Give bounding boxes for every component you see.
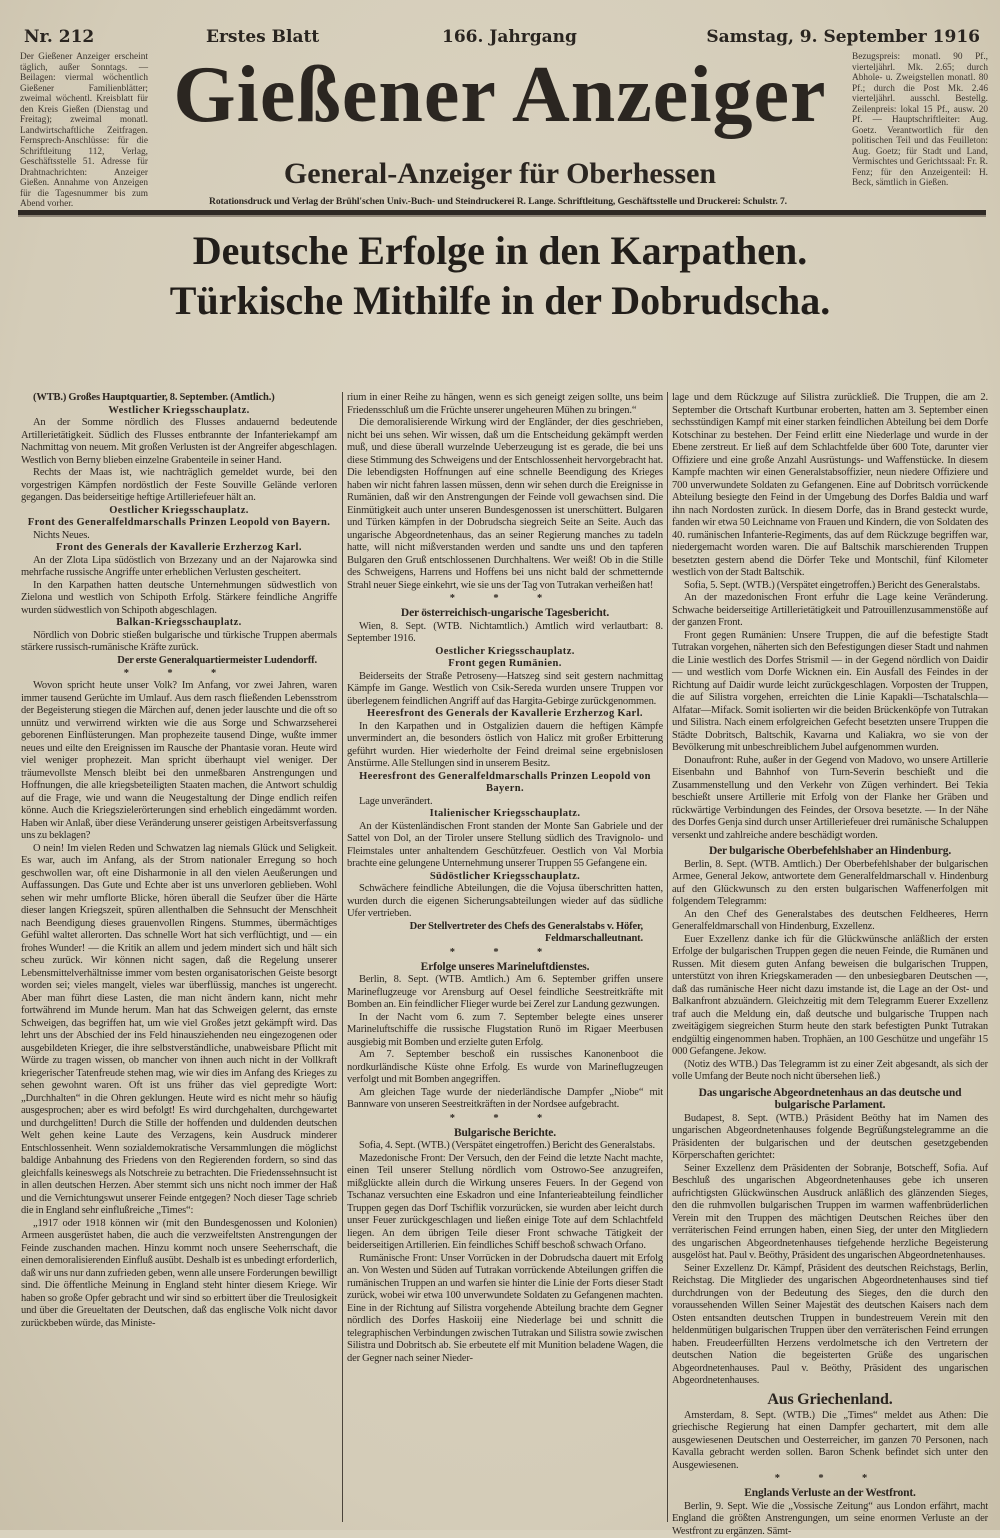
paragraph: An der mazedonischen Front erfuhr die Lage keine Veränderung. Schwache beiderseitige Artillerietätigkeit und Patrouillenzusammenstöße auf der ganzen Front.: [672, 592, 988, 630]
subscription-info-left: Der Gießener Anzeiger erscheint täglich, außer Sonntags. — Beilagen: viermal wöchentlich Gießener Familienblätter; zweimal wöchentl. Kreisblatt für den Kreis Gießen (Dienstag und Freitag); zweimal monatl. Landwirtschaftliche Zeitfragen. Fernsprech-Anschlüsse: für die Schriftleitung 112, Verlag, Geschäftsstelle 51. Adresse für Drahtnachrichten: Anzeiger Gießen. Annahme von Anzeigen für die Tagesnummer bis zum Abend vorher.: [20, 52, 148, 210]
headline-primary: Deutsche Erfolge in den Karpathen.: [100, 228, 900, 274]
column-3: [672, 392, 988, 1538]
paragraph: Berlin, 8. Sept. (WTB. Amtlich.) Der Oberbefehlshaber der bulgarischen Armee, General Jekow, antwortete dem Generalfeldmarschall v. Hindenburg auf den Glückwunsch zu den ersten bulgarischen Waffenerfolgen mit folgendem Telegramm:: [672, 859, 988, 909]
section-heading: Oestlicher Kriegsschauplatz.: [21, 505, 337, 518]
headline-secondary: Türkische Mithilfe in der Dobrudscha.: [100, 278, 900, 324]
paragraph: Rechts der Maas ist, wie nachträglich gemeldet wurde, bei den vorgestrigen Kämpfen nordöstlich der Feste Souville Gelände verloren gegangen. Das beiderseitige heftige Artilleriefeuer hält an.: [21, 467, 337, 505]
paragraph-continued: lage und dem Rückzuge auf Silistra zurückließ. Die Truppen, die am 2. September die Ortschaft Kurtbunar eroberten, hatten am 3. September einen sechsstündigen Kampf mit einer starken feindlichen Abteilung bei dem Dorfe Kotschinar zu bestehen. Der Feind erlitt eine Niederlage und wurde in der Ebene zerstreut. Er ließ auf dem Schlachtfelde über 600 Tote, darunter vier Offiziere und eine große Anzahl Ausrüstungs- und Waffenstücke. In diesem Kampfe machten wir einen Generalstabsoffizier, neun niedere Offiziere und 700 unverwundete Soldaten zu Gefangenen. Eine auf Dobritsch vorrückende Abteilung besiegte den Feind in der Umgebung des Dorfes Baldia und warf ihn nach Nordosten zurück. In diesem Dorfe, das in Brand gesteckt wurde, fanden wir etwa 50 Leichname von Frauen und Kindern, die von Soldaten des 40. rumänischen Infanterie-Regiments, das auf dem Rückzuge begriffen war, niedergemacht worden waren. Die auf Baltschik marschierenden Truppen besetzten gestern abend die Dörfer Teke und Montschil, fünf Kilometer westlich von der Stadt Baltschik.: [672, 392, 988, 580]
section-heading: Front gegen Rumänien.: [347, 658, 663, 671]
separator-stars: * * *: [347, 947, 663, 958]
section-heading: Front des Generals der Kavallerie Erzherzog Karl.: [21, 542, 337, 555]
paragraph: In den Karpathen hatten deutsche Unternehmungen südwestlich von Zielona und westlich von Schipoth Erfolg. Stärkere feindliche Angriffe wurden südwestlich von Schipoth abgeschlagen.: [21, 580, 337, 618]
paragraph: An der Zlota Lipa südöstlich von Brzezany und an der Najarowka sind mehrfache russische Angriffe unter erheblichen Verlusten gescheitert.: [21, 555, 337, 580]
column-1: [21, 392, 337, 1330]
section-heading: Südöstlicher Kriegsschauplatz.: [347, 871, 663, 884]
article-heading: Aus Griechenland.: [672, 1391, 988, 1409]
issue-date: Samstag, 9. September 1916: [706, 28, 980, 46]
paragraph: Seiner Exzellenz dem Präsidenten der Sobranje, Botscheff, Sofia. Auf Beschluß des ungarischen Abgeordnetenhauses gebe ich unseren aufrichtigsten Glückwünschen Ausdruck anläßlich des glänzenden Sieges, den die ruhmvollen bulgarischen Truppen im warmen waffenbrüderlichen Verein mit den Truppen des mächtigen Deutschen Reiches über den verräterischen Feind errungen haben, einen Sieg, der unter den Mitgliedern des ungarischen Abgeordnetenhauses tiefgehende herzliche Begeisterung ausgelöst hat. Paul v. Beöthy, Präsident des ungarischen Abgeordnetenhauses.: [672, 1163, 988, 1263]
newspaper-subtitle: General-Anzeiger für Oberhessen: [150, 156, 850, 192]
paragraph: Die demoralisierende Wirkung wird der Engländer, der dies geschrieben, nicht bei uns sehen. Wir wissen, daß um die Entscheidung gekämpft werden muß, und diese überall wurzelnde Ueberzeugung ist es gerade, die bei uns diese Stimmung des Schweigens und der Entschlossenheit hervorgebracht hat. Die lebendigsten Hoffnungen auf eine schnelle Beendigung des Krieges haben wir nicht fahren lassen müssen, denn wir sehen durch die Ereignisse in Rumänien, daß wir den Anstrengungen der Feinde voll gewachsen sind. Die Einmütigkeit auch unter unseren Bundesgenossen ist unerschüttert. Bulgaren und Türken kämpfen in der Dobrudscha siegreich Seite an Seite. Auch das ungarische Abgeordnetenhaus, das an seiner Regierung manches zu tadeln hatte, will nicht mißverstanden werden und sandte uns und den tapferen Bulgaren den Gruß entschlossenen Durchhaltens. Wer weiß! Ob in die Stille des Schweigens, Harrens und Hoffens bei uns nicht bald der schmetternde Strahl neuer Siege einkehrt, wie sie uns der Tag von Tutrakan verheißen hat!: [347, 417, 663, 592]
column-divider: [667, 392, 668, 1522]
paragraph: Seiner Exzellenz Dr. Kämpf, Präsident des deutschen Reichstags, Berlin, Reichstag. Die Mitglieder des ungarischen Abgeordnetenhauses sind tief durchdrungen von der Bedeutung des Sieges, den die durch den voraussehenden Willen Seiner Majestät des deutschen Kaisers nach dem Osten entsandten deutschen Truppen in bundestreuem Verein mit den heldenmütigen bulgarischen Truppen über den verräterischen Feind errungen haben. Freudeerfüllten Herzens verdolmetsche ich den Vertretern der deutschen Nation die begeisterten Grüße des ungarischen Abgeordnetenhauses. Paul v. Beöthy, Präsident des ungarischen Abgeordnetenhauses.: [672, 1263, 988, 1388]
signature: Der Stellvertreter des Chefs des Generalstabs v. Höfer, Feldmarschalleutnant.: [347, 921, 663, 946]
paragraph: (Notiz des WTB.) Das Telegramm ist zu einer Zeit abgesandt, als sich der volle Umfang der Beute noch nicht übersehen ließ.): [672, 1059, 988, 1084]
subscription-info-right: Bezugspreis: monatl. 90 Pf., vierteljährl. Mk. 2.65; durch Abhole- u. Zweigstellen monatl. 80 Pf.; durch die Post Mk. 2.46 vierteljährl. ausschl. Bestellg. Zeilenpreis: lokal 15 Pf., ausw. 20 Pf. — Hauptschriftleiter: Aug. Goetz. Verantwortlich für den politischen Teil und das Feuilleton: Aug. Goetz; für Stadt und Land, Vermischtes und Gerichtssaal: Fr. R. Fenz; für den Anzeigenteil: H. Beck, sämtlich in Gießen.: [852, 52, 988, 189]
paragraph: Nördlich von Dobric stießen bulgarische und türkische Truppen abermals stärkere russisch-rumänische Kräfte zurück.: [21, 630, 337, 655]
paragraph: An der Somme nördlich des Flusses andauernd bedeutende Artillerietätigkeit. Südlich des Flusses entbrannte der Infanteriekampf am Nachmittag von neuem. Mit großen Verlusten ist der Angreifer abgeschlagen. Westlich von Berny blieben einzelne Grabenteile in seiner Hand.: [21, 417, 337, 467]
paragraph: „1917 oder 1918 können wir (mit den Bundesgenossen und Kolonien) Armeen ausgerüstet haben, die auch die verzweifeltsten Anstrengungen der Feinde zuschanden machen. Hinzu kommt noch unsere Seeherrschaft, die einen demoralisierenden Einfluß ausübt. Deshalb ist es unbedingt erforderlich, daß wir uns nur dann zufrieden geben, wenn alle unsere Forderungen bewilligt sind. Die öffentliche Meinung in England steht hinter diesem Kriege. Wir haben so große Opfer gebracht und wir sind so erbittert über die Treulosigkeit und über die Greueltaten der Deutschen, daß das englische Volk nicht davor zurückbeben würde, das Ministe-: [21, 1218, 337, 1331]
paragraph: Beiderseits der Straße Petroseny—Hatszeg sind seit gestern nachmittag Kämpfe im Gange. Westlich von Csik-Sereda wurden unsere Truppen vor überlegenem feindlichen Angriff auf das Hargita-Gebirge zurückgenommen.: [347, 671, 663, 709]
paragraph: Euer Exzellenz danke ich für die Glückwünsche anläßlich der ersten Erfolge der bulgarischen Truppen gegen die neuen Feinde, die Rumänen und Russen. Mit diesem guten Anfang beweisen die bulgarischen Truppen, unterstützt von ihren Kriegskameraden — den unbesiegbaren Deutschen —, daß das rumänische Heer nicht dazu imstande ist, die Lage an der Ost- und Balkanfront abzuändern. Gleichzeitig mit dem Telegramm Euerer Exzellenz traf auch die Meldung ein, daß deutsche und bulgarische Truppen nach zweitägigem siegreichen Sturm heute den stark befestigten Punkt Tutrakan endgültig eingenommen haben. Trophäen, an 100 Geschütze und ungefähr 15 000 Gefangene. Jekow.: [672, 934, 988, 1059]
issue-number: Nr. 212: [24, 28, 94, 46]
paragraph-continued: rium in einer Reihe zu hängen, wenn es sich geneigt zeigen sollte, uns beim Friedensschluß um die Früchte unserer ungeheuren Mühen zu bringen.“: [347, 392, 663, 417]
section-heading: Heeresfront des Generals der Kavallerie Erzherzog Karl.: [347, 708, 663, 721]
volume-label: 166. Jahrgang: [442, 28, 577, 46]
section-heading: Balkan-Kriegsschauplatz.: [21, 617, 337, 630]
paragraph: Sofia, 5. Sept. (WTB.) (Verspätet eingetroffen.) Bericht des Generalstabs.: [672, 580, 988, 593]
section-heading: Oestlicher Kriegsschauplatz.: [347, 646, 663, 659]
section-heading: Heeresfront des Generalfeldmarschalls Prinzen Leopold von Bayern.: [347, 771, 663, 796]
paragraph: Am 7. September beschoß ein russisches Kanonenboot die nordkurländische Küste ohne Erfolg. Es wurde von Marineflugzeugen verfolgt und mit Bomben angegriffen.: [347, 1049, 663, 1087]
paragraph: Sofia, 4. Sept. (WTB.) (Verspätet eingetroffen.) Bericht des Generalstabs.: [347, 1140, 663, 1153]
column-divider: [342, 392, 343, 1522]
paragraph: Berlin, 9. Sept. Wie die „Vossische Zeitung“ aus London erfährt, macht England die größten Anstrengungen, um seine enormen Verluste an der Westfront zu ergänzen. Sämt-: [672, 1501, 988, 1538]
newspaper-title: Gießener Anzeiger: [150, 40, 850, 150]
separator-stars: * * *: [21, 668, 337, 679]
paragraph: Rumänische Front: Unser Vorrücken in der Dobrudscha dauert mit Erfolg an. Von Westen und Süden auf Tutrakan vorrückende Abteilungen griffen die rumänischen Truppen an und warfen sie hinter die Linie der Forts dieser Stadt zurück, wobei wir etwa 100 unverwundete Soldaten zu Gefangenen machten. Eine in der Richtung auf Silistra vorgehende Abteilung brachte dem Gegner nördlich des Dorfes Haskoiij eine Niederlage bei und schnitt die telegraphischen Verbindungen zwischen Tutrakan und Silistra sowie zwischen Silistra und Dobritsch ab. Sie erbeutete elf mit Munition beladene Wagen, die der Gegner nach seiner Nieder-: [347, 1253, 663, 1366]
paragraph: An der Küstenländischen Front standen der Monte San Gabriele und der Sattel von Dol, an der Tiroler unsere Stellung südlich des Travignolo- und Fleimstales unter anhaltendem Geschützfeuer. Oestlich von Val Morbia brachte eine gelungene Unternehmung unserer Truppen 55 Gefangene ein.: [347, 821, 663, 871]
paragraph: Lage unverändert.: [347, 796, 663, 809]
paragraph: Donaufront: Ruhe, außer in der Gegend von Madovo, wo unsere Artillerie Eisenbahn und Bahnhof von Turn-Severin beschießt und die Zusammenstellung und den Verkehr von Zügen verhindert. Bei Tekia beschießt unsere Artillerie mit Erfolg von der Flanke her Gräben und rückwärtige Verbindungen des Feindes, der Orsova besetzte. — In der Nähe des Dorfes Genja sind durch unser Artilleriefeuer drei rumänische Schaluppen versenkt und zahlreiche andere beschädigt worden.: [672, 755, 988, 843]
signature: Der erste Generalquartiermeister Ludendorff.: [21, 655, 337, 668]
article-heading: Der österreichisch-ungarische Tagesbericht.: [347, 607, 663, 620]
paragraph: Wovon spricht heute unser Volk? Im Anfang, vor zwei Jahren, waren immer tausend Gerüchte im Umlauf. Aus dem rasch fließenden Lebensstrom der Begeisterung stiegen die Märchen auf, denen jeder lauschte und die oft so unnütz und verwirrend wirkten wie die aus Sorge und Schwarzseherei geborenen Einflüsterungen. Man prophezeite tausend Dinge, wußte immer neues und eilte den Ereignissen im Rausche der Phantasie voran. Heute wird viel weniger prophezeit. Man spricht überhaupt viel weniger. Der träumevollste Mensch bleibt bei den unmeßbaren Anstrengungen und Hoffnungen, die alle kriegsbeteiligten Staaten machen, die Antwort schuldig auf die Frage, wie und wann die Neugestaltung der Dinge endlich reifen könne. Auch die Kriegszielerörterungen sind erheblich eingedämmt worden. Haben wir Anlaß, über diese Veränderung unserer geistigen Arbeitsverfassung uns zu beklagen?: [21, 680, 337, 843]
paragraph: An den Chef des Generalstabes des deutschen Feldheeres, Herrn Generalfeldmarschall von Hindenburg, Exzellenz.: [672, 909, 988, 934]
section-heading: Westlicher Kriegsschauplatz.: [21, 405, 337, 418]
paragraph: Budapest, 8. Sept. (WTB.) Präsident Beöthy hat im Namen des ungarischen Abgeordnetenhauses folgende Begrüßungstelegramme an die Präsidenten der bulgarischen und der deutschen gesetzgebenden Körperschaften gerichtet:: [672, 1113, 988, 1163]
separator-stars: * * *: [672, 1473, 988, 1484]
paragraph: O nein! Im vielen Reden und Schwatzen lag niemals Glück und Seligkeit. Es war, auch im Anfang, als der Strom nationaler Erregung so hoch geschwollen war, oft eine Disharmonie in all den vielen Aeußerungen und Auffassungen. Das Gute und Echte aber ist uns unverloren geblieben. Wohl sehen wir mehr umflorte Blicke, hören überall die Seufzer über die Härte dieser langen Kriegszeit, spüren allenthalben die Sehnsucht der Menschheit nach Beendigung dieses grauenvollen Ringens. Stummes, übermächtiges Gefühl waltet allerorten. Das schnelle Wort hat sich verflüchtigt, und — ein frohes Wunder! — die Kritik an allem und jedem mindert sich und hält sich scheu zurück. Wir können nicht sagen, daß die Regelung unserer Lebensmittelverhältnisse immer vom besten organisatorischen Geiste besorgt worden sei; vieles mangelt, vieles war überflüssig, manches ist ungerecht. Aber man führt diese Lasten, die man nicht ändern kann, nicht mehr fortwährend im Munde herum. Man hat das Schweigen gelernt, das ernste Schweigen, das begriffen hat, um wie viel Großes jetzt gekämpft wird. Das lehrt uns der Abschied der ins Feld hinausziehenden neu eingezogenen oder ausgebildeten Krieger, die ihre selbstverständliche, unabweisbare Pflicht mit Würde zu tragen wissen, ob mancher von ihnen auch nicht in der Vollkraft kriegerischer Tatenfreude stehen mag, wie wir dies im Anfang des Krieges zu sehen gewohnt waren. Oft ist uns früher das viel gepredigte Wort: „Durchhalten“ in die Ohren geklungen. Heute wird es nicht mehr so häufig ausgesprochen; aber es wird befolgt! Es wird durchgehalten, durchgewartet und durchgelitten! Durch die Stille der hoffenden und duldenden deutschen Welt gehen keine Laute des Verzagens, kein Ausdruck minderer Entschlossenheit. Wenn sozialdemokratische Versammlungen die möglichst baldige Anbahnung des Friedens von den Regierenden fordern, so sind das gleichfalls keineswegs als Notschreie zu betrachten. Die Friedenssehnsucht ist in allen deutschen Herzen. Aber stemmt sich uns nicht noch immer der Haß und die Vernichtungswut unserer Feinde entgegen? Noch dieser Tage schrieb die in England sehr einflußreiche „Times“:: [21, 843, 337, 1218]
article-heading: Das ungarische Abgeordnetenhaus an das deutsche und bulgarische Parlament.: [672, 1087, 988, 1112]
article-heading: Englands Verluste an der Westfront.: [672, 1487, 988, 1500]
paragraph: Mazedonische Front: Der Versuch, den der Feind die letzte Nacht machte, einen Teil unserer Stellung nördlich vom Ostrowo-See anzugreifen, mißglückte allein durch die Wirkung unseres Feuers. In der Gegend von Tschanaz versuchten eine Eskadron und eine Infanterieabteilung feindlicher Truppen gegen das Dorf Tschiflik vorzurücken, sie wurden aber leicht durch unser Feuer zurückgeschlagen und ließen einige Tote auf dem Schlachtfeld liegen. An dem übrigen Teile dieser Front schwache Tätigkeit der beiderseitigen Artillerien. Ein feindliches Schiff beschoß schwach Orfano.: [347, 1153, 663, 1253]
column-2: [347, 392, 663, 1365]
article-heading: Der bulgarische Oberbefehlshaber an Hindenburg.: [672, 845, 988, 858]
paragraph: Berlin, 8. Sept. (WTB. Amtlich.) Am 6. September griffen unsere Marineflugzeuge vor Arensburg auf Oesel feindliche Seestreitkräfte mit Bomben an. Ein feindlicher Flieger wurde bei Zerel zur Landung gezwungen.: [347, 974, 663, 1012]
separator-stars: * * *: [347, 593, 663, 604]
section-heading: Italienischer Kriegsschauplatz.: [347, 808, 663, 821]
sheet-label: Erstes Blatt: [206, 28, 319, 46]
dispatch-lead: (WTB.) Großes Hauptquartier, 8. September. (Amtlich.): [21, 392, 337, 405]
paragraph: Amsterdam, 8. Sept. (WTB.) Die „Times“ meldet aus Athen: Die griechische Regierung hat einen Dampfer gechartert, mit dem alle ausgewiesenen Deutschen und Oesterreicher, im ganzen 70 Personen, nach Kavalla gebracht werden sollen. Baron Schenk befindet sich unter den Ausgewiesenen.: [672, 1410, 988, 1473]
article-heading: Erfolge unseres Marineluftdienstes.: [347, 961, 663, 974]
paragraph: Schwächere feindliche Abteilungen, die die Vojusa überschritten hatten, wurden durch die eigenen Sicherungsabteilungen wieder auf das südliche Ufer vertrieben.: [347, 883, 663, 921]
article-heading: Bulgarische Berichte.: [347, 1127, 663, 1140]
paragraph: Wien, 8. Sept. (WTB. Nichtamtlich.) Amtlich wird verlautbart: 8. September 1916.: [347, 621, 663, 646]
paragraph: Front gegen Rumänien: Unsere Truppen, die auf die befestigte Stadt Tutrakan vorgehen, näherten sich den Befestigungen dieser Stadt und nahmen die Linie westlich des Dorfes Strismil — in der Gegend nördlich von Daidir — und westlich vom Dorfe Wicknen ein. Ein Ausfall des Feindes in der Richtung auf Daidir wurde leicht zurückgeschlagen. Vorposten der Truppen, die auf Silistra vorgehen, erreichten die Linie Kapakli—Tschatalschla—Alfatar—Mifack. Somit isolierten wir die beiden Brückenköpfe von Tutrakan und Silistra. Nach einem erfolgreichen Gefecht besetzten unsere Truppen die Städte Dobritsch, Baltschik, Kavarna und Kaliakra, wo sie von der Bevölkerung mit unbeschreiblichem Jubel aufgenommen wurden.: [672, 630, 988, 755]
paragraph: In der Nacht vom 6. zum 7. September belegte eines unserer Marineluftschiffe die russische Flugstation Runö im Rigaer Meerbusen ausgiebig mit Bomben und erzielte guten Erfolg.: [347, 1012, 663, 1050]
separator-stars: * * *: [347, 1113, 663, 1124]
paragraph: Am gleichen Tage wurde der niederländische Dampfer „Niobe“ mit Bannware von unseren Seestreitkräften in der Nordsee aufgebracht.: [347, 1087, 663, 1112]
paragraph: In den Karpathen und in Ostgalizien dauern die heftigen Kämpfe unvermindert an, die besonders östlich von Halicz mit großer Erbitterung geführt wurden. Hier wiederholte der Feind dreimal seine ergebnislosen Anstürme. Alle Stellungen sind in unserem Besitz.: [347, 721, 663, 771]
section-heading: Front des Generalfeldmarschalls Prinzen Leopold von Bayern.: [21, 517, 337, 530]
masthead-rule: [18, 210, 986, 217]
imprint-line: Rotationsdruck und Verlag der Brühl'schen Univ.-Buch- und Steindruckerei R. Lange. Schriftleitung, Geschäftsstelle und Druckerei: Schulstr. 7.: [152, 196, 844, 207]
paragraph: Nichts Neues.: [21, 530, 337, 543]
